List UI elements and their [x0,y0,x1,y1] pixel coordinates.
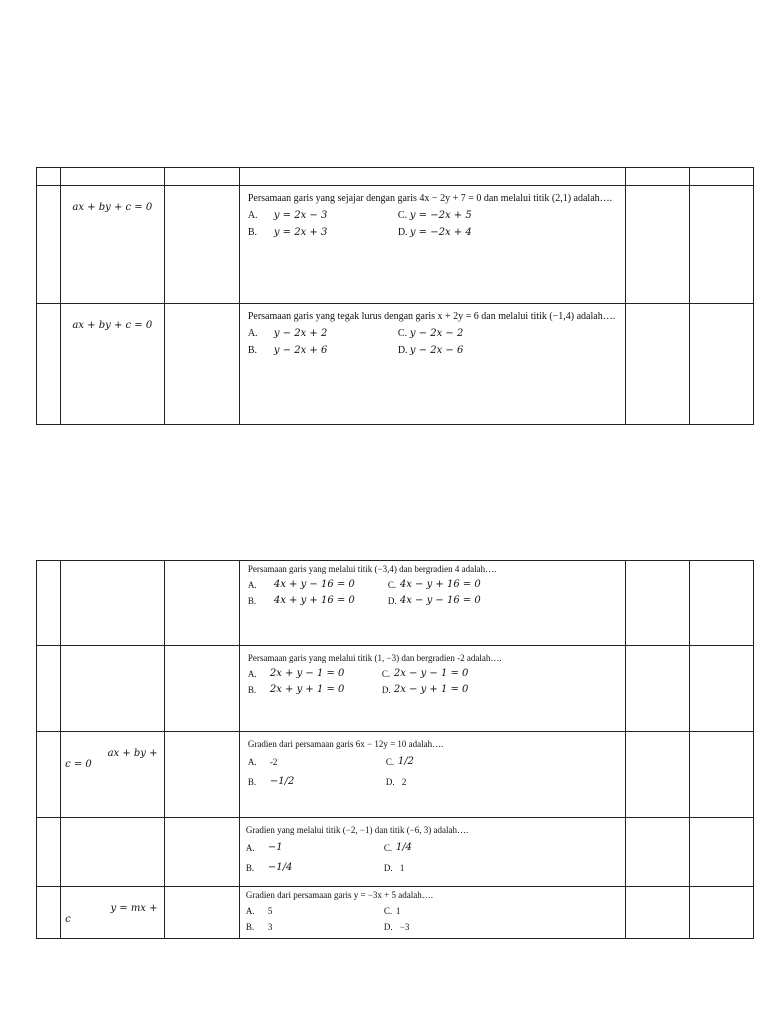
formula-text-continued: c [65,914,71,925]
table-row [37,646,754,732]
option-value: y − 2x + 2 [273,328,328,339]
header-cell [689,168,753,186]
formula-text: ax + by + [107,748,158,759]
option-value: 2x + y − 1 = 0 [269,668,345,679]
option-letter: C. [397,328,407,339]
empty-cell [164,304,239,425]
option-letter: B. [247,777,257,787]
number-cell [37,646,61,732]
option-letter: D. [387,596,397,606]
option-letter: B. [247,227,257,238]
empty-cell [626,646,689,732]
number-cell [37,304,61,425]
question-text: Persamaan garis yang melalui titik (−3,4) dan bergradien 4 adalah…. [247,564,497,574]
empty-cell [689,304,753,425]
options-row [246,903,618,919]
question-text: Persamaan garis yang tegak lurus dengan garis x + 2y = 6 dan melalui titik (−1,4) adalah…. [247,311,616,322]
empty-cell [626,186,689,304]
question-cell [239,887,626,939]
option-value: y − 2x − 2 [409,328,464,339]
options-row [248,666,618,682]
empty-cell [164,887,239,939]
empty-cell [626,732,689,818]
option-value: y = 2x − 3 [273,210,328,221]
empty-cell [626,887,689,939]
empty-cell [164,561,239,646]
option-value: −1 [267,842,283,853]
table-row [37,887,754,939]
option-letter: C. [381,669,391,679]
formula-cell [61,887,164,939]
header-cell [626,168,689,186]
options-row [246,858,618,878]
formula-cell [61,561,164,646]
option-letter: D. [383,922,393,932]
option-letter: C. [387,580,397,590]
options-row [248,593,618,609]
option-value: 1/4 [395,842,412,853]
header-cell [164,168,239,186]
option-letter: C. [383,843,393,853]
formula-cell [61,732,164,818]
formula-cell [61,186,164,304]
empty-cell [164,818,239,887]
question-cell [239,732,626,818]
formula-cell [61,646,164,732]
option-letter: B. [247,345,257,356]
option-letter: D. [397,227,408,238]
question-text: Persamaan garis yang sejajar dengan garis 4x − 2y + 7 = 0 dan melalui titik (2,1) adalah…. [247,193,613,204]
table-row [37,561,754,646]
table-row [37,304,754,425]
option-letter: D. [383,863,393,873]
empty-cell [689,561,753,646]
number-cell [37,887,61,939]
header-cell [239,168,626,186]
options-row [248,577,618,593]
option-value: 1/2 [397,756,414,767]
option-letter: B. [245,863,255,873]
table-row [37,732,754,818]
option-value: 2x − y − 1 = 0 [393,668,469,679]
question-table-1 [36,167,754,425]
options-row [248,342,618,359]
formula-cell [61,304,164,425]
option-value: 2x − y + 1 = 0 [393,684,469,695]
question-text: Gradien dari persamaan garis 6x − 12y = 10 adalah…. [247,739,444,749]
option-letter: A. [247,328,258,339]
formula-text: y = mx + [110,903,158,914]
empty-cell [689,887,753,939]
option-value: −1/2 [269,776,295,787]
option-letter: A. [247,580,257,590]
empty-cell [164,646,239,732]
question-text: Persamaan garis yang melalui titik (1, −3) dan bergradien -2 adalah…. [247,653,502,663]
option-value: −1/4 [267,862,293,873]
option-value: y − 2x + 6 [273,345,328,356]
empty-cell [689,186,753,304]
options-row [248,752,618,772]
option-value: y = 2x + 3 [273,227,328,238]
option-letter: A. [245,906,255,916]
option-letter: A. [247,757,257,767]
number-cell [37,732,61,818]
empty-cell [626,561,689,646]
formula-cell [61,818,164,887]
option-letter: B. [247,596,257,606]
option-letter: C. [385,757,395,767]
question-text: Gradien yang melalui titik (−2, −1) dan titik (−6, 3) adalah…. [245,825,469,835]
options-row [248,682,618,698]
question-cell [239,304,626,425]
header-cell [61,168,164,186]
option-letter: D. [385,777,395,787]
option-letter: B. [245,922,255,932]
option-letter: C. [383,906,393,916]
option-letter: D. [397,345,408,356]
option-value: 4x − y − 16 = 0 [399,595,481,606]
number-cell [37,561,61,646]
empty-cell [689,732,753,818]
table-row [37,186,754,304]
option-value: 4x − y + 16 = 0 [399,579,481,590]
question-cell [239,818,626,887]
empty-cell [626,818,689,887]
question-text: Gradien dari persamaan garis y = −3x + 5 adalah…. [245,890,433,900]
header-cell [37,168,61,186]
option-value: 2x + y + 1 = 0 [269,684,345,695]
option-value: 1 [399,863,405,873]
question-cell [239,561,626,646]
option-letter: A. [247,669,257,679]
option-value: -2 [269,757,278,767]
question-cell [239,646,626,732]
table-row [37,818,754,887]
options-row [248,207,618,224]
option-letter: A. [245,843,255,853]
option-value: 3 [267,922,273,932]
options-row [248,772,618,792]
empty-cell [689,646,753,732]
empty-cell [626,304,689,425]
formula-text: ax + by + c = 0 [72,202,153,213]
options-row [248,224,618,241]
option-value: 5 [267,906,273,916]
option-value: y − 2x − 6 [409,345,464,356]
formula-text-continued: c = 0 [65,759,92,770]
question-table-2 [36,560,754,939]
option-value: y = −2x + 5 [409,210,472,221]
option-value: 1 [395,906,401,916]
number-cell [37,818,61,887]
number-cell [37,186,61,304]
option-value: −3 [399,922,410,932]
question-cell [239,186,626,304]
empty-cell [689,818,753,887]
formula-text: ax + by + c = 0 [72,320,153,331]
option-value: y = −2x + 4 [409,227,472,238]
options-row [246,919,618,935]
empty-cell [164,186,239,304]
option-value: 4x + y + 16 = 0 [273,595,355,606]
option-letter: B. [247,685,257,695]
options-row [248,325,618,342]
option-value: 2 [401,777,407,787]
option-letter: A. [247,210,258,221]
option-value: 4x + y − 16 = 0 [273,579,355,590]
option-letter: D. [381,685,391,695]
options-row [246,838,618,858]
option-letter: C. [397,210,407,221]
empty-cell [164,732,239,818]
table-header-row [37,168,754,186]
